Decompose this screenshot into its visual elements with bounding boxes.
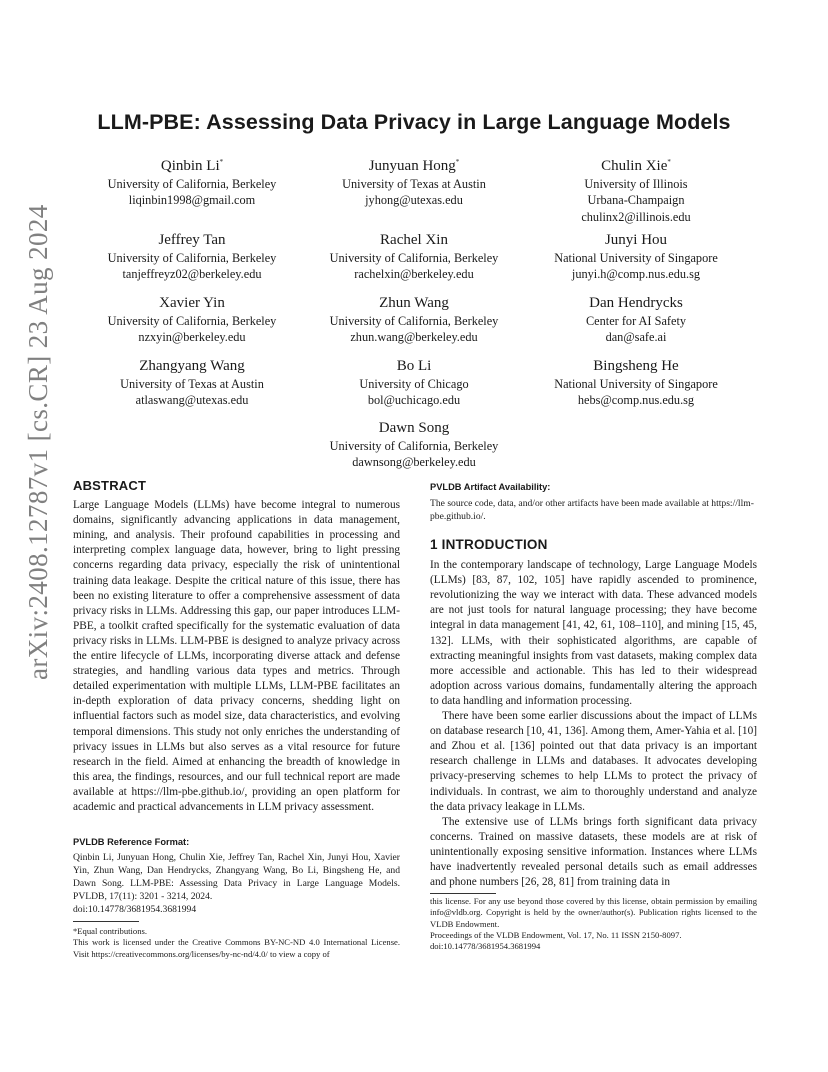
author-name: Rachel Xin — [380, 232, 448, 248]
author-name: Bo Li — [396, 358, 432, 374]
equal-contribution-mark: * — [219, 158, 224, 166]
author-name: Zhun Wang — [379, 295, 449, 311]
author-block — [289, 418, 539, 471]
author-affiliation: University of California, Berkeley — [329, 251, 499, 265]
intro-paragraph-1: In the contemporary landscape of technology, Large Language Models (LLMs) [83, 87, 102, 105] have rapidly ascended to prominence, revolutionizing the way we interact with data. These advanced models are not just tools for natural language processing; they have become integral in data management [41, 42, 61, 108–110], and mining [15, 45, 132]. LLMs, with their sophisticated algorithms, are capable of extracting meaningful insights from vast datasets, making complex data more accessible and actionable. This has led to their widespread adoption across various domains, fundamentally altering the approach to data handling and information processing. — [430, 559, 757, 707]
author-name: Dan Hendrycks — [589, 295, 683, 311]
author-block — [67, 293, 317, 346]
author-email[interactable]: atlaswang@utexas.edu — [135, 393, 249, 408]
author-block — [289, 230, 539, 283]
author-email[interactable]: junyi.h@comp.nus.edu.sg — [571, 267, 701, 282]
author-affiliation: National University of Singapore — [554, 251, 718, 265]
author-affiliation: University of California, Berkeley — [329, 314, 499, 328]
footnote-divider — [73, 921, 139, 922]
footnote-divider — [430, 893, 496, 894]
author-name: Junyi Hou — [604, 232, 668, 248]
paper-title: LLM-PBE: Assessing Data Privacy in Large Language Models — [97, 110, 731, 134]
author-block — [67, 230, 317, 283]
author-email[interactable]: bol@uchicago.edu — [367, 393, 461, 408]
author-block — [511, 230, 761, 283]
author-name: Qinbin Li — [160, 158, 220, 174]
license-footnote: This work is licensed under the Creative Commons BY-NC-ND 4.0 International License. Visit https://creativecommons.org/licenses/by-nc-nd/4.0/ to view a copy of — [73, 937, 400, 959]
author-email[interactable]: liqinbin1998@gmail.com — [128, 193, 256, 208]
author-name: Jeffrey Tan — [158, 232, 226, 248]
left-footnotes — [73, 926, 400, 960]
author-email[interactable]: chulinx2@illinois.edu — [581, 209, 691, 224]
right-footnotes — [430, 896, 757, 952]
license-footnote-continued: this license. For any use beyond those covered by this license, obtain permission by emailing info@vldb.org. Copyright is held by the owner/author(s). Publication rights licensed to the VLDB Endowment. — [430, 896, 757, 929]
reference-format-heading: PVLDB Reference Format: — [73, 837, 190, 847]
author-affiliation: University of Chicago — [359, 377, 469, 391]
author-name: Junyuan Hong — [368, 158, 456, 174]
author-affiliation: University of California, Berkeley — [329, 439, 499, 453]
author-email[interactable]: zhun.wang@berkeley.edu — [350, 330, 478, 345]
author-block — [67, 152, 317, 209]
author-name: Dawn Song — [378, 420, 450, 436]
author-name: Bingsheng He — [593, 358, 679, 374]
author-block — [511, 152, 761, 225]
author-affiliation: University of California, Berkeley — [107, 251, 277, 265]
intro-paragraph-2: There have been some earlier discussions about the impact of LLMs on database research [10, 41, 136]. Among them, Amer-Yahia et al. [10] and Zhou et al. [136] pointed out that data privacy is an important research challenge in LLMs and databases. It advocates developing privacy-preserving schemes to help LLMs to protect the privacy of individuals. In contrast, we aim to thoroughly understand and analyze the data privacy leakage in LLMs. — [430, 710, 757, 813]
proceedings-footnote: Proceedings of the VLDB Endowment, Vol. 17, No. 11 ISSN 2150-8097. — [430, 929, 682, 940]
reference-doi[interactable]: doi:10.14778/3681954.3681994 — [73, 904, 197, 915]
artifact-availability — [430, 481, 757, 523]
author-email[interactable]: jyhong@utexas.edu — [365, 193, 463, 208]
author-affiliation: University of Illinois — [584, 177, 688, 191]
author-block — [67, 356, 317, 409]
author-block — [511, 293, 761, 346]
author-email[interactable]: hebs@comp.nus.edu.sg — [577, 393, 695, 408]
author-name: Chulin Xie — [601, 158, 668, 174]
proceedings-doi[interactable]: doi:10.14778/3681954.3681994 — [430, 941, 541, 952]
author-email[interactable]: tanjeffreyz02@berkeley.edu — [122, 267, 262, 282]
author-email[interactable]: dan@safe.ai — [605, 330, 667, 345]
author-email[interactable]: nzxyin@berkeley.edu — [138, 330, 246, 345]
author-affiliation: University of Texas at Austin — [120, 377, 264, 391]
author-affiliation: University of California, Berkeley — [107, 177, 277, 191]
author-name: Xavier Yin — [159, 295, 225, 311]
arxiv-identifier: arXiv:2408.12787v1 [cs.CR] 23 Aug 2024 — [23, 204, 53, 680]
abstract-heading: ABSTRACT — [73, 478, 147, 493]
author-block — [289, 293, 539, 346]
reference-format — [73, 836, 400, 916]
intro-paragraph-3: The extensive use of LLMs brings forth significant data privacy concerns. Trained on massive datasets, these models are at risk of unintentionally exposing sensitive information. Instances where LLMs have inadvertently revealed personal details such as email addresses and phone numbers [26, 28, 81] from training data in — [430, 815, 757, 889]
reference-format-text: Qinbin Li, Junyuan Hong, Chulin Xie, Jeffrey Tan, Rachel Xin, Junyi Hou, Xavier Yin, Zhun Wang, Dan Hendrycks, Zhangyang Wang, Bo Li, Bingsheng He, and Dawn Song. LLM-PBE: Assessing Data Privacy in Large Language Models. PVLDB, 17(11): 3201 - 3214, 2024. — [73, 852, 400, 902]
author-email[interactable]: dawnsong@berkeley.edu — [352, 455, 476, 470]
introduction-heading: 1 INTRODUCTION — [430, 537, 548, 552]
author-affiliation: University of Texas at Austin — [342, 177, 486, 191]
left-column — [73, 478, 400, 815]
artifact-heading: PVLDB Artifact Availability: — [430, 482, 551, 492]
equal-contribution-footnote: *Equal contributions. — [73, 926, 147, 936]
author-name: Zhangyang Wang — [139, 358, 245, 374]
author-affiliation: University of California, Berkeley — [107, 314, 277, 328]
author-block — [289, 356, 539, 409]
artifact-text: The source code, data, and/or other artifacts have been made available at https://llm-pbe.github.io/. — [430, 498, 754, 522]
abstract-text: Large Language Models (LLMs) have become integral to numerous domains, significantly advancing applications in data management, mining, and analysis. Their profound capabilities in processing and interpreting complex language data, however, bring to light pressing concerns regarding data privacy, especially the risk of unintentional training data leakage. Despite the critical nature of this issue, there has been no existing literature to offer a comprehensive assessment of data privacy risks in LLMs. Addressing this gap, our paper introduces LLM-PBE, a toolkit crafted specifically for the systematic evaluation of data privacy risks in LLMs. LLM-PBE is designed to analyze privacy across the entire lifecycle of LLMs, incorporating diverse attack and defense strategies, and handling various data types and metrics. Through detailed experimentation with multiple LLMs, LLM-PBE facilitates an in-depth exploration of data privacy concerns, shedding light on influential factors such as model size, data characteristics, and evolving temporal dimensions. This study not only enriches the understanding of privacy issues in LLMs but also serves as a vital resource for future research in the field. Aimed at enhancing the breadth of knowledge in this area, the findings, resources, and our full technical report are made available at https://llm-pbe.github.io/, providing an open platform for academic and practical advancements in LLM privacy assessment. — [73, 499, 400, 813]
author-email[interactable]: rachelxin@berkeley.edu — [354, 267, 474, 282]
equal-contribution-mark: * — [455, 158, 460, 166]
author-affiliation: National University of Singapore — [554, 377, 718, 391]
author-affiliation: Center for AI Safety — [585, 314, 687, 328]
author-affiliation-line2: Urbana-Champaign — [587, 193, 685, 208]
author-block — [511, 356, 761, 409]
introduction-section — [430, 537, 757, 890]
equal-contribution-mark: * — [667, 158, 671, 166]
author-block — [289, 152, 539, 209]
